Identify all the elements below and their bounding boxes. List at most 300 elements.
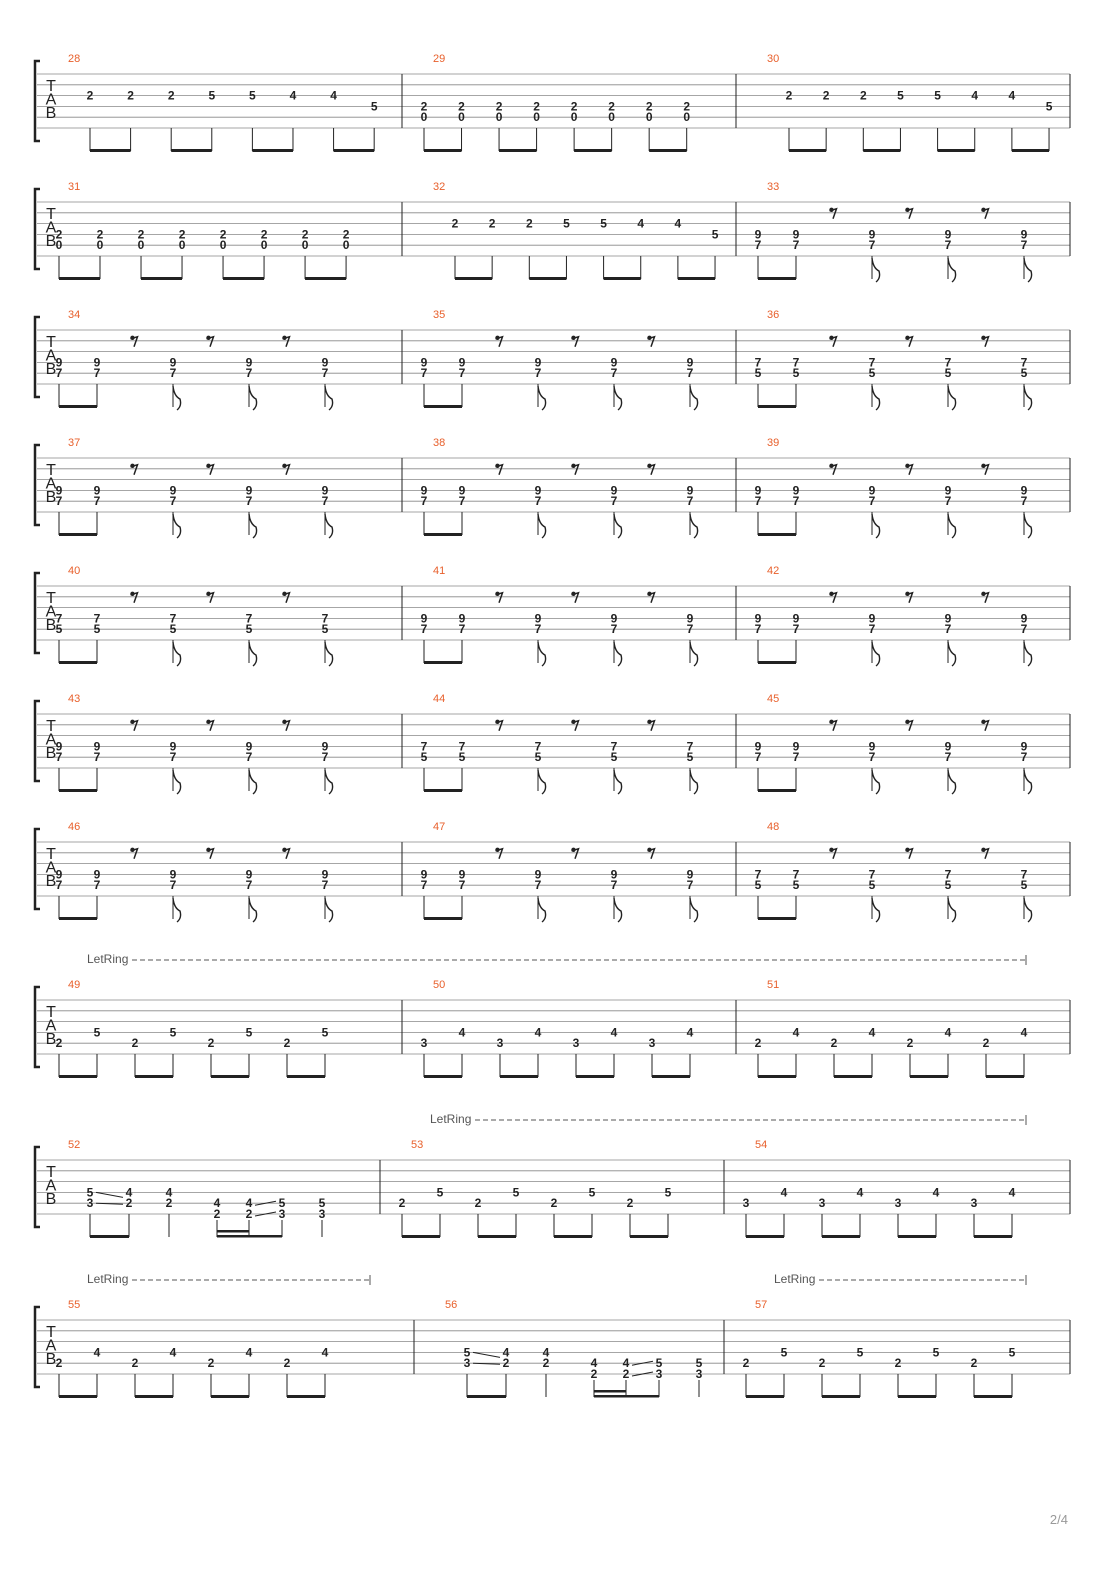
measure-number: 42: [767, 565, 780, 577]
fret-number: 9: [55, 867, 63, 882]
fret-number: 7: [610, 366, 618, 381]
fret-number: 5: [944, 878, 952, 893]
tab-clef-letter: A: [45, 731, 57, 749]
fret-number: 7: [944, 622, 952, 637]
eighth-rest: [572, 849, 579, 859]
tab-clef-letter: A: [45, 1017, 57, 1035]
measure-50: [421, 979, 694, 1078]
eighth-flag: [614, 642, 622, 666]
fret-number: 7: [944, 867, 952, 882]
measure-43: [56, 693, 333, 794]
measure-number: 31: [68, 181, 81, 193]
fret-number: 5: [792, 366, 800, 381]
system-bracket: [35, 61, 40, 141]
fret-number: 7: [93, 878, 101, 893]
fret-number: 7: [868, 867, 876, 882]
measure-37: [56, 437, 333, 538]
fret-number: 3: [318, 1207, 326, 1221]
fret-number: 7: [321, 750, 329, 765]
tab-clef-letter: T: [46, 1164, 56, 1181]
eighth-flag: [948, 898, 956, 922]
system-bracket: [35, 573, 40, 653]
fret-number: 9: [420, 867, 428, 882]
let-ring-label: LetRing: [430, 1112, 472, 1126]
eighth-rest: [496, 593, 503, 603]
fret-number: 2: [550, 1196, 558, 1211]
eighth-flag: [1024, 386, 1032, 410]
fret-number: 5: [512, 1185, 520, 1200]
fret-number: 9: [868, 483, 876, 498]
tab-clef-letter: A: [45, 1337, 57, 1355]
eighth-flag: [173, 514, 181, 538]
beam: [455, 277, 492, 280]
fret-number: 9: [754, 227, 762, 242]
beam: [758, 1075, 796, 1078]
eighth-rest: [572, 593, 579, 603]
fret-number: 5: [1045, 99, 1053, 114]
eighth-rest: [572, 465, 579, 475]
beam: [467, 1395, 506, 1398]
fret-number: 7: [1020, 494, 1028, 509]
eighth-flag: [325, 386, 333, 410]
fret-number: 4: [674, 216, 682, 231]
fret-number: 7: [55, 366, 63, 381]
fret-number: 9: [610, 611, 618, 626]
fret-number: 7: [321, 878, 329, 893]
beam: [746, 1395, 784, 1398]
beam: [822, 1395, 860, 1398]
eighth-flag: [872, 770, 880, 794]
tab-system: [35, 53, 1070, 152]
fret-number: 5: [686, 750, 694, 765]
tab-system: [35, 1272, 1070, 1398]
beam: [594, 1390, 626, 1393]
beam: [630, 1235, 668, 1238]
fret-number: 2: [608, 99, 615, 114]
fret-number: 9: [93, 739, 101, 754]
fret-number: 7: [754, 494, 762, 509]
tab-system: [35, 693, 1070, 794]
eighth-rest: [283, 465, 290, 475]
fret-number: 3: [420, 1036, 428, 1051]
fret-number: 4: [1008, 1185, 1016, 1200]
beam: [287, 1075, 325, 1078]
fret-number: 2: [55, 1036, 63, 1051]
fret-number: 2: [342, 227, 350, 242]
fret-number: 0: [55, 238, 63, 253]
fret-number: 9: [169, 867, 177, 882]
fret-number: 2: [906, 1036, 914, 1051]
eighth-flag: [538, 386, 546, 410]
beam: [789, 149, 826, 152]
fret-number: 9: [944, 483, 952, 498]
beam: [135, 1075, 173, 1078]
beam: [554, 1235, 592, 1238]
eighth-rest: [982, 337, 989, 347]
eighth-rest: [648, 337, 655, 347]
measure-number: 28: [68, 53, 81, 65]
fret-number: 7: [93, 366, 101, 381]
fret-number: 4: [622, 1356, 630, 1371]
fret-number: 2: [96, 227, 104, 242]
fret-number: 2: [818, 1356, 826, 1371]
beam: [604, 277, 641, 280]
fret-number: 2: [398, 1196, 406, 1211]
system-bracket: [35, 701, 40, 781]
beam: [59, 533, 97, 536]
eighth-flag: [249, 514, 257, 538]
fret-number: 5: [420, 750, 428, 765]
eighth-flag: [249, 642, 257, 666]
fret-number: 4: [868, 1025, 876, 1040]
fret-number: 2: [622, 1367, 630, 1381]
fret-number: 4: [213, 1196, 221, 1211]
measure-47: [421, 821, 698, 922]
eighth-rest: [648, 849, 655, 859]
beam: [217, 1230, 249, 1233]
fret-number: 9: [245, 355, 253, 370]
fret-number: 7: [458, 739, 466, 754]
measure-number: 57: [755, 1299, 768, 1311]
fret-number: 4: [792, 1025, 800, 1040]
eighth-flag: [872, 642, 880, 666]
fret-number: 7: [610, 739, 618, 754]
eighth-flag: [690, 386, 698, 410]
eighth-rest: [830, 849, 837, 859]
eighth-rest: [906, 593, 913, 603]
fret-number: 7: [792, 238, 800, 253]
measure-number: 43: [68, 693, 81, 705]
eighth-flag: [173, 386, 181, 410]
fret-number: 0: [219, 238, 227, 253]
eighth-flag: [948, 258, 956, 282]
eighth-flag: [249, 770, 257, 794]
fret-number: 2: [982, 1036, 990, 1051]
fret-number: 2: [458, 99, 465, 114]
measure-57: [743, 1299, 1016, 1398]
fret-number: 0: [495, 110, 503, 125]
fret-number: 9: [1020, 739, 1028, 754]
fret-number: 7: [686, 878, 694, 893]
fret-number: 4: [169, 1345, 177, 1360]
fret-number: 7: [868, 355, 876, 370]
measure-number: 40: [68, 565, 81, 577]
tab-system: [35, 309, 1070, 410]
fret-number: 7: [458, 622, 466, 637]
fret-number: 4: [1008, 88, 1016, 103]
tab-clef-letter: T: [46, 334, 56, 351]
eighth-rest: [648, 593, 655, 603]
fret-number: 9: [754, 739, 762, 754]
fret-number: 5: [1020, 878, 1028, 893]
fret-number: 2: [219, 227, 227, 242]
fret-number: 7: [93, 611, 101, 626]
beam: [402, 1235, 440, 1238]
fret-number: 3: [496, 1036, 504, 1051]
beam: [898, 1395, 936, 1398]
eighth-flag: [249, 386, 257, 410]
fret-number: 9: [93, 483, 101, 498]
measure-number: 37: [68, 437, 81, 449]
eighth-flag: [249, 898, 257, 922]
measure-34: [56, 309, 333, 410]
eighth-rest: [982, 209, 989, 219]
fret-number: 2: [590, 1367, 598, 1381]
fret-number: 7: [458, 878, 466, 893]
beam: [758, 277, 796, 280]
fret-number: 9: [169, 739, 177, 754]
fret-number: 7: [792, 867, 800, 882]
fret-number: 9: [534, 483, 542, 498]
fret-number: 9: [458, 483, 466, 498]
fret-number: 7: [610, 494, 618, 509]
measure-48: [755, 821, 1032, 922]
fret-number: 9: [169, 483, 177, 498]
let-ring-label: LetRing: [87, 1272, 129, 1286]
fret-number: 4: [610, 1025, 618, 1040]
eighth-rest: [906, 465, 913, 475]
fret-number: 2: [301, 227, 309, 242]
fret-number: 4: [245, 1345, 253, 1360]
fret-number: 2: [213, 1207, 221, 1221]
fret-number: 9: [686, 611, 694, 626]
fret-number: 5: [932, 1345, 940, 1360]
fret-number: 0: [260, 238, 268, 253]
eighth-flag: [948, 770, 956, 794]
fret-number: 0: [458, 110, 465, 125]
fret-number: 4: [289, 88, 297, 103]
measure-number: 44: [433, 693, 446, 705]
measure-number: 52: [68, 1139, 81, 1151]
fret-number: 5: [370, 99, 378, 114]
fret-number: 5: [458, 750, 466, 765]
fret-number: 5: [868, 878, 876, 893]
fret-number: 2: [283, 1036, 291, 1051]
measure-29: [421, 53, 691, 152]
measure-number: 32: [433, 181, 446, 193]
beam: [211, 1395, 249, 1398]
fret-number: 2: [822, 88, 830, 103]
fret-number: 9: [245, 483, 253, 498]
fret-number: 9: [754, 611, 762, 626]
fret-number: 5: [792, 878, 800, 893]
fret-number: 7: [1020, 750, 1028, 765]
beam: [898, 1235, 936, 1238]
beam: [652, 1075, 690, 1078]
beam: [834, 1075, 872, 1078]
fret-number: 2: [131, 1356, 139, 1371]
fret-number: 7: [534, 878, 542, 893]
fret-number: 7: [944, 238, 952, 253]
tab-clef-letter: A: [45, 91, 57, 109]
fret-number: 9: [792, 483, 800, 498]
fret-number: 7: [169, 878, 177, 893]
eighth-rest: [982, 849, 989, 859]
tab-clef-letter: B: [45, 617, 57, 634]
fret-number: 7: [245, 878, 253, 893]
measure-55: [56, 1299, 329, 1398]
fret-number: 9: [868, 611, 876, 626]
measure-number: 39: [767, 437, 780, 449]
fret-number: 4: [534, 1025, 542, 1040]
fret-number: 7: [420, 366, 428, 381]
fret-number: 4: [321, 1345, 329, 1360]
eighth-flag: [614, 770, 622, 794]
eighth-flag: [173, 642, 181, 666]
fret-number: 9: [321, 867, 329, 882]
fret-number: 7: [169, 611, 177, 626]
fret-number: 0: [137, 238, 145, 253]
beam: [822, 1235, 860, 1238]
fret-number: 3: [86, 1196, 94, 1211]
fret-number: 5: [711, 227, 719, 242]
fret-number: 4: [330, 88, 337, 103]
fret-number: 9: [686, 867, 694, 882]
fret-number: 7: [944, 355, 952, 370]
fret-number: 7: [686, 494, 694, 509]
fret-number: 7: [93, 750, 101, 765]
fret-number: 2: [207, 1036, 215, 1051]
measure-number: 35: [433, 309, 446, 321]
fret-number: 7: [458, 494, 466, 509]
fret-number: 9: [169, 355, 177, 370]
eighth-rest: [906, 721, 913, 731]
measure-number: 50: [433, 979, 446, 991]
fret-number: 7: [686, 739, 694, 754]
beam: [59, 661, 97, 664]
fret-number: 5: [55, 622, 63, 637]
beam: [424, 533, 462, 536]
fret-number: 2: [178, 227, 186, 242]
fret-number: 3: [970, 1196, 978, 1211]
fret-number: 2: [420, 99, 428, 114]
measure-number: 41: [433, 565, 446, 577]
fret-number: 2: [570, 99, 578, 114]
beam: [424, 661, 462, 664]
measure-39: [755, 437, 1032, 538]
beam: [59, 277, 100, 280]
fret-number: 7: [169, 494, 177, 509]
eighth-rest: [496, 849, 503, 859]
fret-number: 7: [868, 622, 876, 637]
fret-number: 3: [648, 1036, 656, 1051]
eighth-flag: [872, 514, 880, 538]
fret-number: 4: [932, 1185, 940, 1200]
fret-number: 7: [868, 750, 876, 765]
fret-number: 9: [610, 355, 618, 370]
measure-42: [755, 565, 1032, 666]
eighth-rest: [283, 337, 290, 347]
beam: [478, 1235, 516, 1238]
fret-number: 5: [436, 1185, 444, 1200]
fret-number: 4: [637, 216, 645, 231]
measure-31: [56, 181, 350, 280]
beam: [217, 1235, 282, 1238]
fret-number: 7: [868, 238, 876, 253]
tab-clef-letter: T: [46, 1004, 56, 1021]
eighth-flag: [325, 514, 333, 538]
beam: [252, 149, 293, 152]
fret-number: 2: [55, 227, 63, 242]
fret-number: 0: [420, 110, 428, 125]
tab-clef-letter: B: [45, 361, 57, 378]
fret-number: 7: [55, 750, 63, 765]
fret-number: 7: [792, 494, 800, 509]
let-ring-label: LetRing: [87, 952, 129, 966]
eighth-rest: [648, 721, 655, 731]
fret-number: 5: [1008, 1345, 1016, 1360]
fret-number: 9: [610, 483, 618, 498]
measure-number: 34: [68, 309, 81, 321]
tab-clef-letter: B: [45, 1191, 57, 1208]
eighth-rest: [906, 849, 913, 859]
eighth-rest: [207, 721, 214, 731]
measure-38: [421, 437, 698, 538]
beam: [910, 1075, 948, 1078]
eighth-rest: [830, 721, 837, 731]
eighth-flag: [690, 898, 698, 922]
measure-number: 45: [767, 693, 780, 705]
fret-number: 5: [318, 1196, 326, 1211]
fret-number: 0: [96, 238, 104, 253]
tab-clef-letter: T: [46, 462, 56, 479]
tab-system: [35, 181, 1070, 282]
fret-number: 2: [137, 227, 145, 242]
beam: [171, 149, 212, 152]
fret-number: 7: [1020, 238, 1028, 253]
beam: [1012, 149, 1049, 152]
fret-number: 2: [785, 88, 793, 103]
fret-number: 2: [542, 1356, 550, 1371]
fret-number: 7: [754, 238, 762, 253]
fret-number: 2: [260, 227, 268, 242]
fret-number: 9: [458, 355, 466, 370]
beam: [986, 1075, 1024, 1078]
fret-number: 5: [934, 88, 941, 103]
beam: [223, 277, 264, 280]
beam: [529, 277, 566, 280]
fret-number: 5: [321, 622, 329, 637]
beam: [574, 149, 612, 152]
fret-number: 5: [600, 216, 607, 231]
fret-number: 5: [169, 1025, 177, 1040]
beam: [758, 661, 796, 664]
eighth-flag: [872, 258, 880, 282]
measure-51: [755, 979, 1028, 1078]
fret-number: 2: [683, 99, 691, 114]
fret-number: 7: [245, 750, 253, 765]
tab-system: [35, 821, 1070, 922]
fret-number: 7: [93, 494, 101, 509]
fret-number: 9: [93, 355, 101, 370]
tab-clef-letter: A: [45, 475, 57, 493]
system-bracket: [35, 317, 40, 397]
fret-number: 2: [894, 1356, 902, 1371]
fret-number: 7: [754, 867, 762, 882]
eighth-rest: [131, 337, 138, 347]
fret-number: 4: [93, 1345, 101, 1360]
measure-54: [743, 1139, 1016, 1238]
fret-number: 7: [245, 494, 253, 509]
eighth-flag: [614, 386, 622, 410]
beam: [746, 1235, 784, 1238]
eighth-rest: [496, 721, 503, 731]
beam: [59, 1075, 97, 1078]
fret-number: 3: [278, 1207, 286, 1221]
fret-number: 9: [534, 867, 542, 882]
eighth-rest: [131, 849, 138, 859]
fret-number: 4: [542, 1345, 550, 1360]
